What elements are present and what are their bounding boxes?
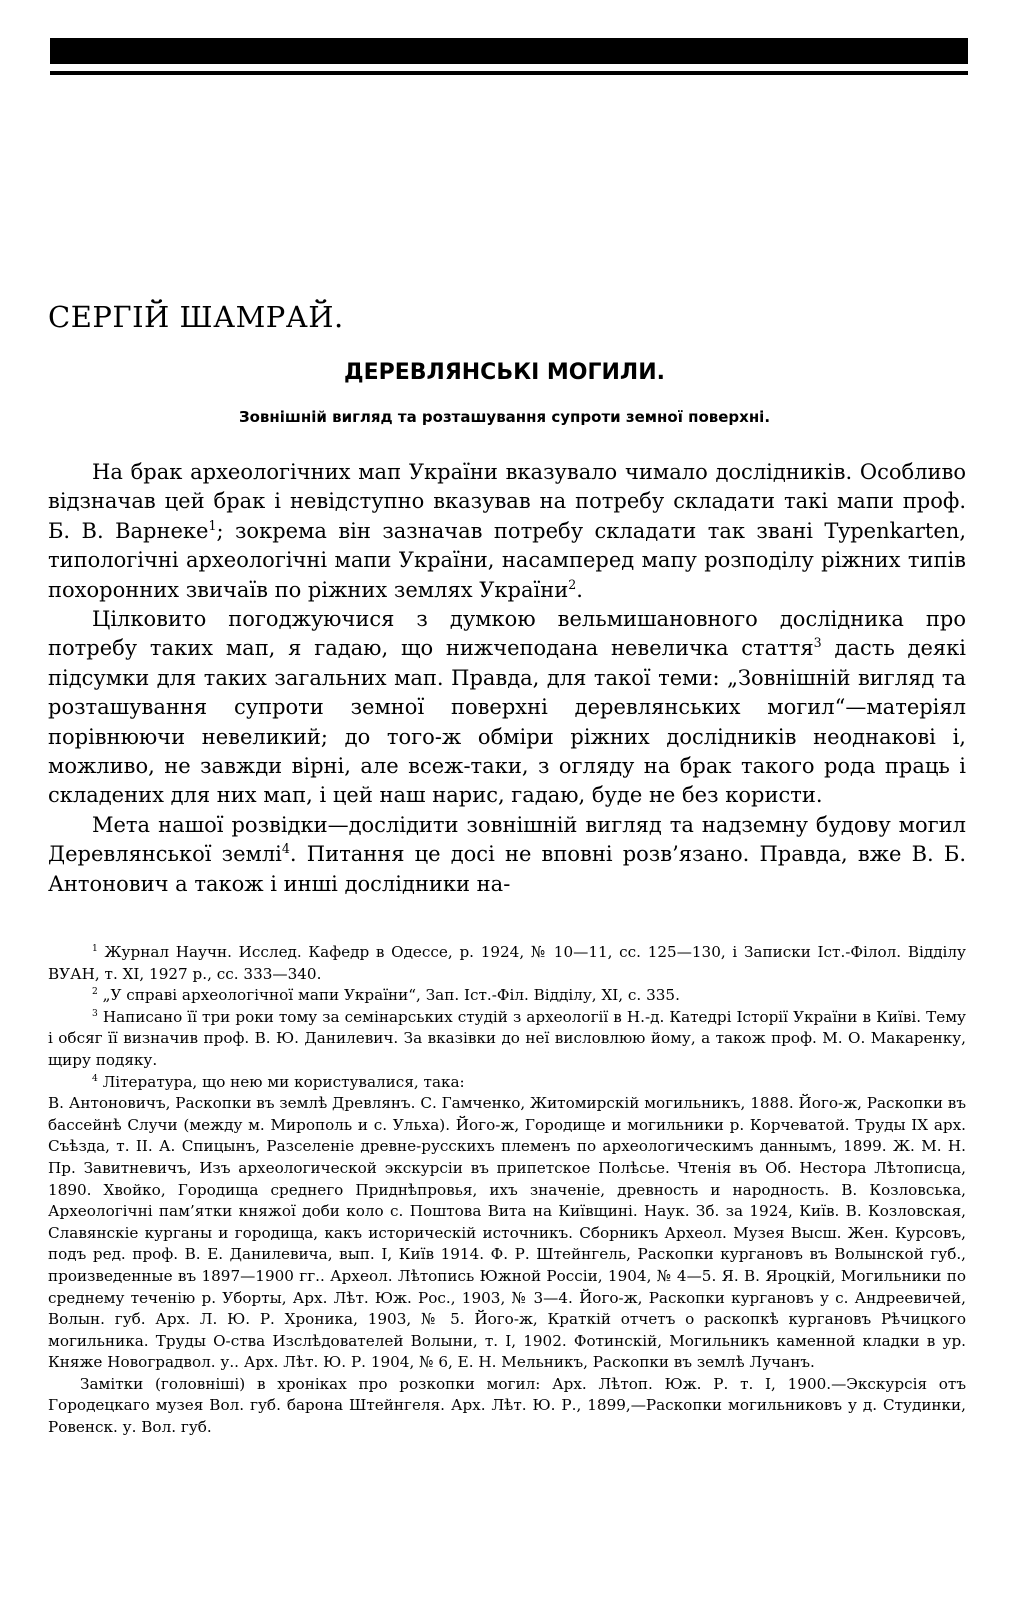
paragraph-3: [48, 811, 966, 899]
article-subtitle: Зовнішній вигляд та розташування супроти земної поверхні.: [238, 408, 771, 426]
footnotes: [48, 942, 966, 1439]
footnote-ref-2: 2: [568, 576, 577, 592]
paragraph-3-text-a: Мета нашої розвідки—дослідити зовнішній вигляд та надземну будову могил Деревлянської землі: [48, 812, 966, 867]
footnote-2: [48, 985, 966, 1007]
paragraph-2: [48, 605, 966, 811]
article-title: ДЕРЕВЛЯНСЬКІ МОГИЛИ.: [344, 360, 665, 385]
footnote-2-text: „У справі археологічної мапи України“, Зап. Іст.-Філ. Відділу, XI, с. 335.: [97, 986, 680, 1005]
paragraph-2-text-b: дасть деякі підсумки для таких загальних мап. Правда, для такої теми: „Зовнішній вигляд та розташування супроти земної поверхні деревлянських могил“—матеріял порівнюючи невеликий; до того-ж обміри ріжних дослідників неоднакові і, можливо, не завжди вірні, але всеж-таки, з огляду на брак такого рода праць і складених для них мап, і цей наш нарис, гадаю, буде не без користи.: [48, 636, 967, 808]
footnote-1-number: 1: [92, 943, 98, 954]
footnote-2-number: 2: [92, 987, 98, 998]
author-name: СЕРГІЙ ШАМРАЙ.: [48, 300, 344, 334]
footnote-3-text: Написано її три роки тому за семінарських студій з археології в Н.-д. Катедрі Історії України в Київі. Тему і обсяг її визначив проф. В. Ю. Данилевич. За вказівки до неї висловлюю йому, а також проф. М. О. Макаренку, щиру подяку.: [48, 1007, 966, 1069]
literature-notes: Замітки (головніші) в хроніках про розкопки могил: Арх. Лѣтоп. Юж. Р. т. I, 1900.—Экскурсія отъ Городецкаго музея Вол. губ. барона Штейнгеля. Арх. Лѣт. Ю. Р., 1899,—Раскопки могильниковъ у д. Студинки, Ровенск. у. Вол. губ.: [48, 1374, 966, 1437]
literature-list: В. Антоновичъ, Раскопки въ землѣ Древлянъ. С. Гамченко, Житомирскій могильникъ, 1888. Його-ж, Раскопки въ бассейнѣ Случи (между м. Мирополь и с. Ульха). Його-ж, Городище и могильники р. Корчеватой. Труды IX арх. Съѣзда, т. II. А. Спицынъ, Разселеніе древне-русскихъ племенъ по археологическимъ даннымъ, 1899. Ж. М. Н. Пр. Завитневичъ, Изъ археологической экскурсіи въ припетское Полѣсье. Чтенія въ Об. Нестора Лѣтописца, 1890. Хвойко, Городища среднего Приднѣпровья, ихъ значеніе, древность и народность. В. Козловська, Археологічні пам’ятки княжої доби коло с. Поштова Вита на Київщині. Наук. Зб. за 1924, Київ. В. Козловская, Славянскіе курганы и городища, какъ историческій источникъ. Сборникъ Археол. Музея Высш. Жен. Курсовъ, подъ ред. проф. В. Е. Данилевича, вып. I, Київ 1914. Ф. Р. Штейнгель, Раскопки кургановъ въ Волынской губ., произведенные въ 1897—1900 гг.. Археол. Лѣтопись Южной Россіи, 1904, № 4—5. Я. В. Яроцкій, Могильники по среднему теченію р. Уборты, Арх. Лѣт. Юж. Рос., 1903, № 3—4. Його-ж, Раскопки кургановъ у с. Андреевичей, Волын. губ. Арх. Л. Ю. Р. Хроника, 1903, № 5. Його-ж, Краткій отчетъ о раскопкѣ кургановъ Рѣчицкого могильника. Труды О-ства Изслѣдователей Волыни, т. I, 1902. Фотинскій, Могильникъ каменной кладки в ур. Княже Новоградвол. у.. Арх. Лѣт. Ю. Р. 1904, № 6, Е. Н. Мельникъ, Раскопки въ землѣ Лучанъ.: [48, 1094, 966, 1372]
paragraph-1: [48, 458, 966, 605]
header-rule-thin: [50, 71, 968, 75]
footnote-1-text: Журнал Научн. Исслед. Кафедр в Одессе, р. 1924, № 10—11, сс. 125—130, і Записки Іст.-Філол. Відділу ВУАН, т. XI, 1927 р., сс. 333—340.: [48, 943, 966, 983]
footnote-4-number: 4: [92, 1073, 98, 1084]
footnote-ref-3: 3: [813, 635, 822, 651]
footnote-4-text: Література, що нею ми користувалися, така:: [97, 1072, 465, 1091]
article-body: [48, 458, 966, 899]
paragraph-3-text-b: . Питання це досі не вповні розв’язано. Правда, вже В. Б. Антонович а також і инші дослідники на-: [48, 842, 966, 896]
footnote-ref-1: 1: [208, 517, 217, 533]
header-rule-thick: [50, 38, 968, 64]
footnote-3-number: 3: [92, 1008, 98, 1019]
paragraph-1-text-c: .: [576, 577, 583, 602]
footnote-3: [48, 1007, 966, 1072]
footnote-ref-4: 4: [281, 841, 290, 857]
footnote-4: [48, 1072, 966, 1094]
paragraph-2-text-a: Цілковито погоджуючися з думкою вельмишановного дослідника про потребу таких мап, я гадаю, що нижчеподана невеличка стаття: [48, 607, 966, 661]
paragraph-1-text-b: ; зокрема він зазначав потребу складати так звані Typenkarten, типологічні археологічні мапи України, насамперед мапу розподілу ріжних типів похоронних звичаїв по ріжних землях України: [48, 518, 966, 602]
footnote-1: [48, 942, 966, 985]
paragraph-1-text-a: На брак археологічних мап України вказувало чимало дослідників. Особливо відзначав цей брак і невідступно вказував на потребу складати такі мапи проф. Б. В. Варнеке: [48, 460, 966, 543]
